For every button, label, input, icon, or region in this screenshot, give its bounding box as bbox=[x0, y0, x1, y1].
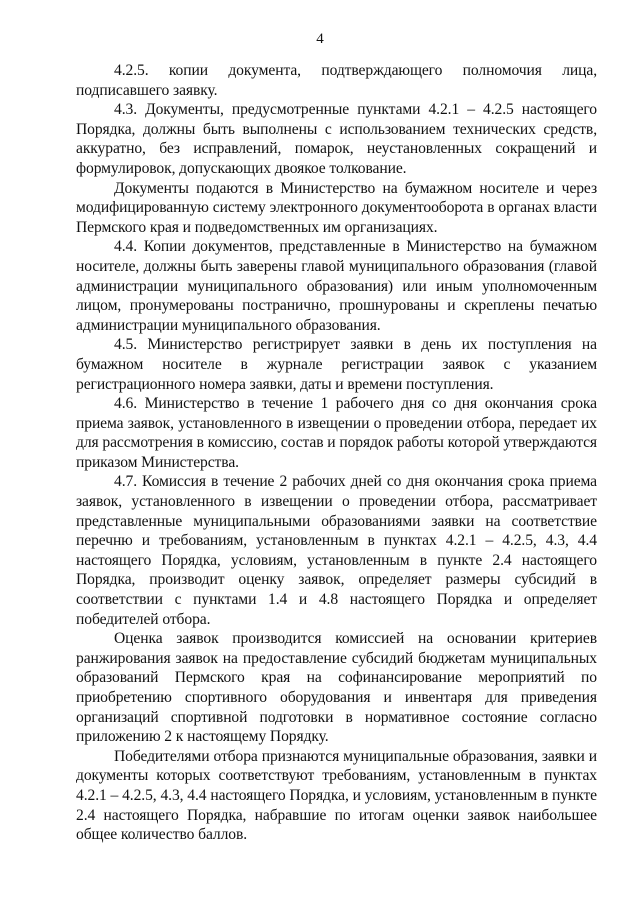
paragraph-4-4: 4.4. Копии документов, представленные в Министерство на бумажном носителе, должны быть заверены главой муниципального образования (главой администрации муниципального образования) или иным уполномоченным лицом, пронумерованы постранично, прошнурованы и скреплены печатью администрации муниципального образования. bbox=[76, 238, 597, 334]
paragraph-4-7: 4.7. Комиссия в течение 2 рабочих дней со дня окончания срока приема заявок, установленного в извещении о проведении отбора, рассматривает представленные муниципальными образованиями заявки на соответствие перечню и требованиям, установленным в пунктах 4.2.1 – 4.2.5, 4.3, 4.4 настоящего Порядка, условиям, установленным в пункте 2.4 настоящего Порядка, производит оценку заявок, определяет размеры субсидий в соответствии с пунктами 1.4 и 4.8 настоящего Порядка и определяет победителей отбора. bbox=[76, 473, 597, 628]
paragraph-evaluation: Оценка заявок производится комиссией на основании критериев ранжирования заявок на предоставление субсидий бюджетам муниципальных образований Пермского края на софинансирование мероприятий по приобретению спортивного оборудования и инвентаря для приведения организаций спортивной подготовки в нормативное состояние согласно приложению 2 к настоящему Порядку. bbox=[76, 630, 597, 746]
paragraph-4-3: 4.3. Документы, предусмотренные пунктами 4.2.1 – 4.2.5 настоящего Порядка, должны быть выполнены с использованием технических средств, аккуратно, без исправлений, помарок, неустановленных сокращений и формулировок, допускающих двоякое толкование. bbox=[76, 101, 597, 177]
paragraph-4-5: 4.5. Министерство регистрирует заявки в день их поступления на бумажном носителе в журнале регистрации заявок с указанием регистрационного номера заявки, даты и времени поступления. bbox=[76, 336, 597, 393]
paragraph-winners: Победителями отбора признаются муниципальные образования, заявки и документы которых соответствуют требованиям, установленным в пунктах 4.2.1 – 4.2.5, 4.3, 4.4 настоящего Порядка, и условиям, установленным в пункте 2.4 настоящего Порядка, набравшие по итогам оценки заявок наибольшее общее количество баллов. bbox=[76, 747, 597, 844]
paragraph-documents-submission: Документы подаются в Министерство на бумажном носителе и через модифицированную систему электронного документооборота в органах власти Пермского края и подведомственных им организациях. bbox=[76, 179, 597, 236]
paragraph-4-2-5: 4.2.5. копии документа, подтверждающего полномочия лица, подписавшего заявку. bbox=[76, 62, 597, 99]
document-body bbox=[76, 61, 597, 845]
paragraph-4-6: 4.6. Министерство в течение 1 рабочего дня со дня окончания срока приема заявок, установленного в извещении о проведении отбора, передает их для рассмотрения в комиссию, состав и порядок работы которой утверждаются приказом Министерства. bbox=[76, 395, 597, 471]
page-number: 4 bbox=[316, 31, 324, 47]
